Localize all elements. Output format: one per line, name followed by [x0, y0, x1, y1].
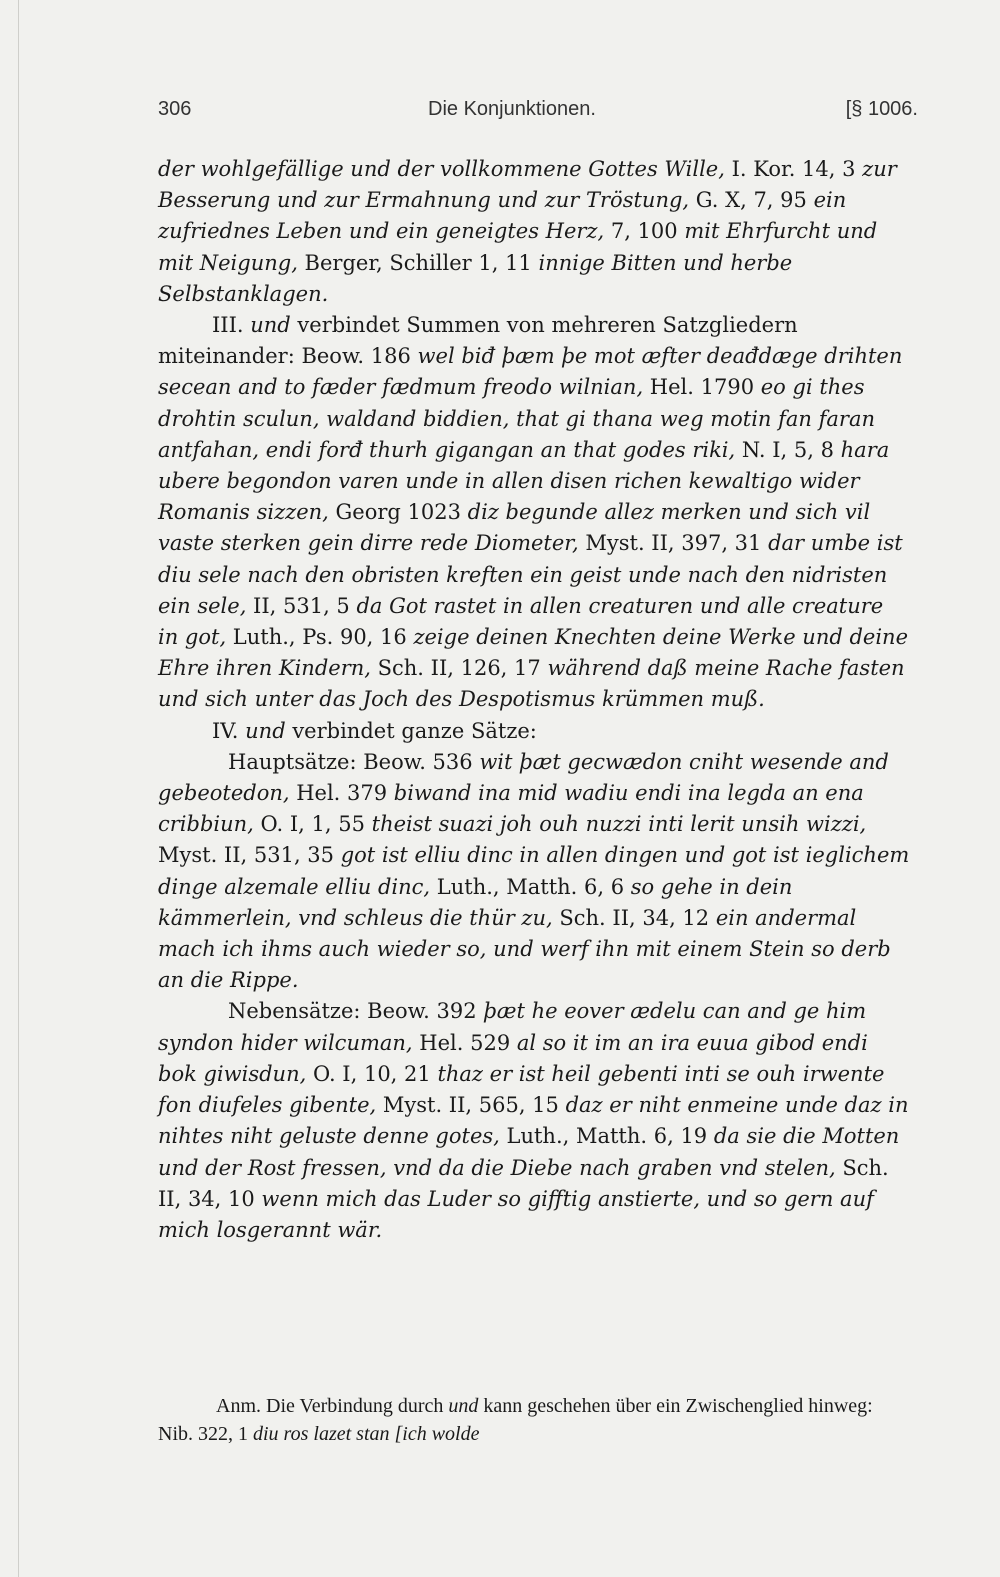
paragraph	[158, 154, 910, 310]
italic-quotation: innige Bitten und herbe Selbstanklagen.	[158, 250, 793, 306]
italic-quotation: hara ubere begondon varen unde in allen disen richen kewaltigo wider Romanis sizzen,	[158, 437, 890, 525]
italic-quotation: so gehe in dein kämmerlein, vnd schleus die thür zu,	[158, 874, 793, 930]
text-run: Nebensätze: Beow. 392	[228, 999, 484, 1024]
italic-quotation: wit þæt gecwædon cniht wesende and gebeotedon,	[158, 749, 889, 806]
text-run: Georg 1023	[328, 500, 468, 525]
italic-quotation: mit Ehrfurcht und mit Neigung,	[158, 219, 878, 275]
text-run: Sch. II, 34, 12	[552, 905, 716, 930]
italic-quotation: dar umbe ist diu sele nach den obristen kreften ein geist unde nach den nidristen ein sele,	[158, 531, 903, 618]
text-run: verbindet Summen von mehreren Satzgliedern miteinander: Beow. 186	[158, 313, 798, 369]
text-run: Myst. II, 397, 31	[578, 531, 769, 556]
section-reference: [§ 1006.	[845, 98, 918, 120]
text-run: Hel. 529	[412, 1030, 517, 1055]
text-run: Sch. II, 34, 10	[158, 1155, 889, 1211]
text-run: verbindet ganze Sätze:	[285, 718, 537, 743]
body-text	[158, 154, 910, 1246]
paragraph	[158, 996, 910, 1246]
page-edge-line	[18, 0, 19, 1577]
text-run: O. I, 10, 21	[306, 1061, 438, 1086]
italic-quotation: der wohlgefällige und der vollkommene Gottes Wille,	[158, 157, 725, 181]
text-run: Luth., Matth. 6, 19	[499, 1124, 714, 1149]
note-label: Anm.	[216, 1395, 261, 1417]
italic-quotation: got ist elliu dinc in allen dingen und got ist ieglichem dinge alzemale elliu dinc,	[158, 843, 910, 899]
italic-quotation: da Got rastet in allen creaturen und alle creature in got,	[158, 593, 884, 650]
italic-quotation: ein zufriednes Leben und ein geneigtes Herz,	[158, 188, 847, 244]
italic-quotation: zeige deinen Knechten deine Werke und deine Ehre ihren Kindern,	[158, 625, 909, 681]
text-run: Myst. II, 531, 35	[158, 843, 341, 868]
text-run: III.	[212, 313, 251, 338]
text-run: IV.	[212, 718, 246, 743]
text-run: Sch. II, 126, 17	[370, 656, 548, 681]
italic-quotation: da sie die Motten und der Rost fressen, vnd da die Diebe nach graben vnd stelen,	[158, 1124, 900, 1180]
italic-quotation: biwand ina mid wadiu endi ina legda an ena cribbiun,	[158, 781, 864, 837]
text-run: Luth., Ps. 90, 16	[226, 625, 414, 650]
paragraph	[158, 716, 910, 747]
italic-quotation: al so it im an ira euua gibod endi bok giwisdun,	[158, 1030, 868, 1086]
text-run: Hauptsätze: Beow. 536	[228, 749, 480, 774]
text-run: Hel. 1790	[643, 375, 761, 400]
text-run: Hel. 379	[289, 781, 394, 806]
running-header	[158, 98, 918, 132]
footnote-anm	[158, 1392, 910, 1448]
italic-quotation: wel biđ þæm þe mot æfter deađdæge drihten secean and to fæder fædmum freodo wilnian,	[158, 344, 903, 400]
italic-quotation: wenn mich das Luder so gifftig anstierte, und so gern auf mich losgerannt wär.	[158, 1186, 874, 1242]
page-number: 306	[158, 98, 192, 120]
italic-quotation: während daß meine Rache fasten und sich unter das Joch des Despotismus krümmen muß.	[158, 656, 905, 712]
running-title: Die Konjunktionen.	[428, 98, 596, 120]
paragraph	[158, 310, 910, 716]
italic-quotation: und	[448, 1395, 479, 1417]
note-text	[158, 1395, 873, 1445]
italic-quotation: thaz er ist heil gebenti inti se ouh irwente fon diufeles gibente,	[158, 1061, 885, 1118]
text-run: II, 531, 5	[246, 593, 357, 618]
text-run: O. I, 1, 55	[253, 812, 372, 837]
text-run: 7, 100	[604, 219, 685, 244]
text-run: G. X, 7, 95	[689, 188, 814, 213]
italic-quotation: daz er niht enmeine unde daz in nihtes niht geluste denne gotes,	[158, 1093, 909, 1149]
text-run: Luth., Matth. 6, 6	[430, 874, 631, 899]
italic-quotation: þæt he eover ædelu can and ge him syndon hider wilcuman,	[158, 999, 867, 1055]
italic-quotation: und	[245, 718, 286, 743]
italic-quotation: diu ros lazet stan [ich wolde	[253, 1423, 480, 1445]
italic-quotation: theist suazi joh ouh nuzzi inti lerit unsih wizzi,	[371, 812, 867, 837]
italic-quotation: ein andermal mach ich ihms auch wieder so, und werf ihn mit einem Stein so derb an die Rippe.	[158, 905, 891, 993]
italic-quotation: eo gi thes drohtin sculun, waldand biddien, that gi thana weg motin fan faran antfahan, endi forđ thurh gigangan an that godes riki,	[158, 375, 876, 462]
text-run: Myst. II, 565, 15	[376, 1093, 566, 1118]
text-run: kann geschehen über ein Zwischenglied hinweg: Nib. 322, 1	[158, 1395, 873, 1445]
italic-quotation: zur Besserung und zur Ermahnung und zur Tröstung,	[158, 157, 897, 213]
italic-quotation: und	[250, 313, 291, 338]
paragraph	[158, 747, 910, 997]
text-run: Die Verbindung durch	[261, 1395, 449, 1417]
text-run: Berger, Schiller 1, 11	[297, 250, 539, 275]
italic-quotation: diz begunde allez merken und sich vil vaste sterken gein dirre rede Diometer,	[158, 500, 871, 556]
text-run: N. I, 5, 8	[735, 437, 841, 462]
text-run: I. Kor. 14, 3	[724, 157, 863, 181]
